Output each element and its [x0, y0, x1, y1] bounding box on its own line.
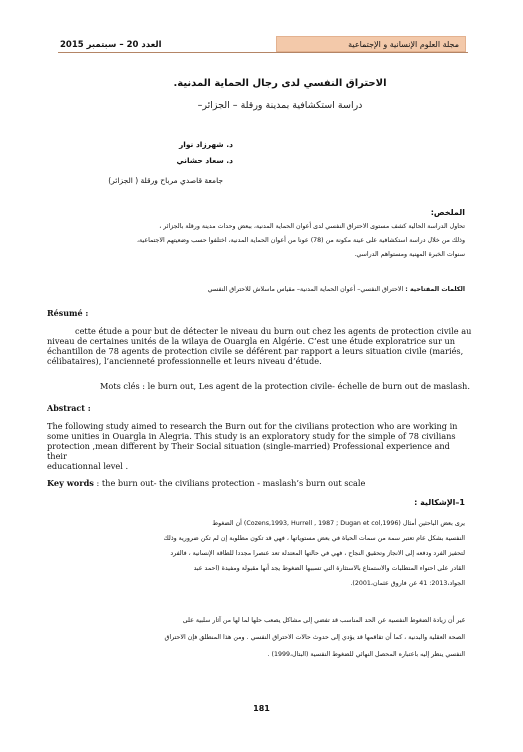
section-para-1 [55, 516, 465, 591]
abstract-ar-body [55, 220, 465, 262]
header-divider [58, 52, 468, 53]
resume-line: cette étude a pour but de détecter le niveau du burn out chez les agents de protection civile au [75, 326, 472, 336]
resume-line: niveau de certaines unités de la wilaya de Ouargla en Algérie. C’est une étude exploratrice sur un [47, 336, 456, 346]
abstract-en-line: protection ,mean different by Their Social situation (single-married) Professional experience and their [47, 441, 450, 461]
section-line: غير أن زيادة الضغوط النفسية عن الحد المناسب قد تفضي إلى مشاكل يصعب حلها لما لها من آثار سلبية على [182, 617, 465, 624]
section-line: لتحفيز الفرد ودفعه إلى الانجاز وتحقيق النجاح ، فهي في حالتها المعتدلة تعد عنصرا مجددا للطاقة الإنسانية ، فالفرد [170, 550, 465, 557]
section-line: القادر على احتواء المتطلبات والاستمتاع بالاستثارة التي تسببها الضغوط يجد أنها مقبولة ومفيدة (احمد عبد [193, 565, 465, 572]
section-line: يرى بعض الباحثين أمثال (Cozens,1993, Hurrell , 1987 ; Dugan et col,1996) أن الضغوط [212, 520, 465, 527]
journal-header-box: مجلة العلوم الإنسانية و الإجتماعية [276, 36, 466, 52]
resume-line: célibataires), l’ancienneté professionnelle et leurs niveau d’étude. [47, 356, 322, 366]
resume-heading: Résumé : [47, 308, 89, 318]
page-number: 181 [253, 704, 270, 713]
paper-subtitle: دراسة استكشافية بمدينة ورقلة – الجزائر– [197, 100, 363, 111]
affiliation: جامعة قاصدي مرباح ورقلة ( الجزائر) [108, 176, 223, 185]
abstract-en-line: The following study aimed to research the Burn out for the civilians protection who are working in [47, 421, 458, 431]
author-1: د. شهرزاد نوار [178, 140, 233, 149]
keywords-ar [55, 286, 465, 293]
keywords-en-label: Key words [47, 478, 94, 488]
resume-body [47, 326, 472, 366]
abstract-ar-line: سنوات الخبرة المهنية ومستواهم الدراسي. [354, 251, 465, 258]
abstract-ar-heading: الملخص: [430, 208, 465, 217]
section-line: الجواد،2013: 41 عن فاروق عثمان،2001). [350, 580, 465, 587]
section-para-2 [55, 612, 465, 663]
mots-cles: Mots clés : le burn out, Les agent de la protection civile- échelle de burn out de maslash. [100, 381, 470, 391]
abstract-ar-line: وذلك من خلال دراسة استكشافية على عينة مكونة من (78) عونا من أعوان الحماية المدنية، اختلفوا حسب وضعيتهم الاجتماعية، [137, 237, 465, 244]
resume-line: échantillon de 78 agents de protection civile se déférent par rapport a leurs situation civile (mariés, [47, 346, 464, 356]
keywords-ar-text: الاحتراق النفسي– أعوان الحماية المدنية– مقياس ماسلاش للاحتراق النفسي [207, 286, 404, 293]
abstract-en-line: educationnal level . [47, 461, 129, 471]
keywords-ar-label: الكلمات المفتاحية : [405, 286, 465, 293]
keywords-en [47, 478, 365, 488]
author-2: د. سعاد حشاني [176, 156, 233, 165]
keywords-en-text: : the burn out- the civilians protection - maslash’s burn out scale [93, 478, 366, 488]
issue-date: العدد 20 – سبتمبر 2015 [60, 40, 162, 50]
section-line: الصحة العقلية والبدنية ، كما أن تفاقمها قد يؤدي إلى حدوث حالات الاحتراق النفسي . ومن هذا المنطلق فإن الاحتراق [164, 634, 465, 641]
section-line: النفسية بشكل عام تعتبر سمة من سمات الحياة في بعض مستوياتها ، فهي قد تكون مطلوبة إن لم تكن ضرورية وذلك [163, 535, 465, 542]
abstract-ar-line: تحاول الدراسة الحالية كشف مستوى الاحتراق النفسي لدى أعوان الحماية المدنية، ببعض وحدات مدينة ورقلة بالجزائر ، [159, 223, 465, 230]
section-heading: 1–الإشكالية : [414, 498, 465, 507]
abstract-en-heading: Abstract : [47, 403, 91, 413]
abstract-en-body [47, 421, 472, 471]
section-line: النفسي ينظر إليه باعتباره المحصل النهائي للضغوط النفسية (البتال،1999) . [267, 651, 465, 658]
abstract-en-line: some unities in Ouargla in Alegria. This study is an exploratory study for the simple of 78 civilians [47, 431, 456, 441]
paper-title: الاحتراق النفسي لدى رجال الحماية المدنية. [173, 78, 387, 89]
